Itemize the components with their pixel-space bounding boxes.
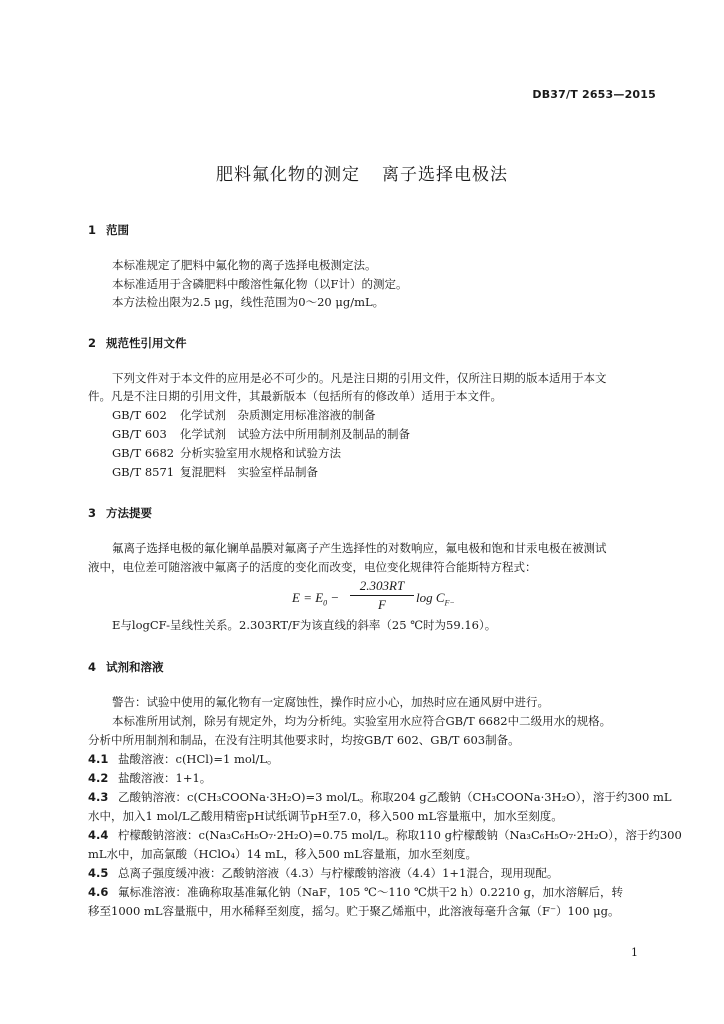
- scope-line: 本标准规定了肥料中氟化物的离子选择电极测定法。: [112, 258, 377, 272]
- paragraph-line: 液中，电位差可随溶液中氟离子的活度的变化而改变，电位变化规律符合能斯特方程式：: [88, 560, 537, 574]
- title-method: 离子选择电极法: [382, 165, 508, 185]
- reagent-item: 4.2 盐酸溶液：1+1。: [88, 771, 212, 785]
- paragraph-line: E与logCF-呈线性关系。2.303RT/F为该直线的斜率（25 ℃时为59.16）。: [112, 618, 497, 632]
- reference-item: GB/T 8571 复混肥料 实验室样品制备: [112, 465, 318, 479]
- reagent-item: 4.6 氟标准溶液：准确称取基准氟化钠（NaF，105 ℃～110 ℃烘干2 h）0.2210 g，加水溶解后，转: [88, 885, 623, 899]
- paragraph-line: 分析中所用制剂和制品，在没有注明其他要求时，均按GB/T 602、GB/T 603制备。: [88, 733, 520, 747]
- reagent-item: 4.3 乙酸钠溶液：c(CH₃COONa·3H₂O)=3 mol/L。称取204 g乙酸钠（CH₃COONa·3H₂O），溶于约300 mL: [88, 790, 672, 804]
- warning-line: 警告：试验中使用的氟化物有一定腐蚀性，操作时应小心，加热时应在通风厨中进行。: [112, 695, 549, 709]
- paragraph-line: 下列文件对于本文件的应用是必不可少的。凡是注日期的引用文件，仅所注日期的版本适用于本文: [112, 371, 607, 385]
- scope-line: 本方法检出限为2.5 μg，线性范围为0～20 μg/mL。: [112, 295, 385, 309]
- paragraph-line: 氟离子选择电极的氟化镧单晶膜对氟离子产生选择性的对数响应，氟电极和饱和甘汞电极在被测试: [112, 541, 607, 555]
- reagent-item-continued: 水中，加入1 mol/L乙酸用精密pH试纸调节pH至7.0，移入500 mL容量瓶中，加水至刻度。: [88, 809, 563, 823]
- title-main: 肥料氟化物的测定: [216, 165, 360, 185]
- reagent-item: 4.4 柠檬酸钠溶液：c(Na₃C₆H₅O₇·2H₂O)=0.75 mol/L。称取110 g柠檬酸钠（Na₃C₆H₅O₇·2H₂O），溶于约300: [88, 828, 682, 842]
- section-heading-3: 3 方法提要: [88, 506, 152, 520]
- scope-line: 本标准适用于含磷肥料中酸溶性氟化物（以F计）的测定。: [112, 277, 408, 291]
- section-heading-4: 4 试剂和溶液: [88, 660, 164, 674]
- reference-item: GB/T 602 化学试剂 杂质测定用标准溶液的制备: [112, 408, 376, 422]
- paragraph-line: 本标准所用试剂，除另有规定外，均为分析纯。实验室用水应符合GB/T 6682中二级用水的规格。: [112, 714, 612, 728]
- standard-code: DB37/T 2653—2015: [532, 88, 656, 101]
- nernst-equation: $E = E_0$ − $\frac{2.303RT}{F}$ $\log C_{F-}$: [292, 578, 455, 612]
- section-heading-1: 1 范围: [88, 223, 129, 237]
- document-title: [0, 160, 724, 185]
- section-heading-2: 2 规范性引用文件: [88, 336, 187, 350]
- equation-fraction: $\frac{2.303RT}{F}$: [350, 578, 414, 613]
- reference-item: GB/T 6682 分析实验室用水规格和试验方法: [112, 446, 341, 460]
- reagent-item-continued: 移至1000 mL容量瓶中，用水稀释至刻度，摇匀。贮于聚乙烯瓶中，此溶液每毫升含氟（F⁻）100 μg。: [88, 904, 620, 918]
- reagent-item: 4.1 盐酸溶液：c(HCl)=1 mol/L。: [88, 752, 279, 766]
- reagent-item-continued: mL水中，加高氯酸（HClO₄）14 mL，移入500 mL容量瓶，加水至刻度。: [88, 847, 478, 861]
- page-number: 1: [631, 946, 638, 959]
- reagent-item: 4.5 总离子强度缓冲液：乙酸钠溶液（4.3）与柠檬酸钠溶液（4.4）1+1混合，现用现配。: [88, 866, 559, 880]
- paragraph-line: 件。凡是不注日期的引用文件，其最新版本（包括所有的修改单）适用于本文件。: [88, 389, 502, 403]
- reference-item: GB/T 603 化学试剂 试验方法中所用制剂及制品的制备: [112, 427, 410, 441]
